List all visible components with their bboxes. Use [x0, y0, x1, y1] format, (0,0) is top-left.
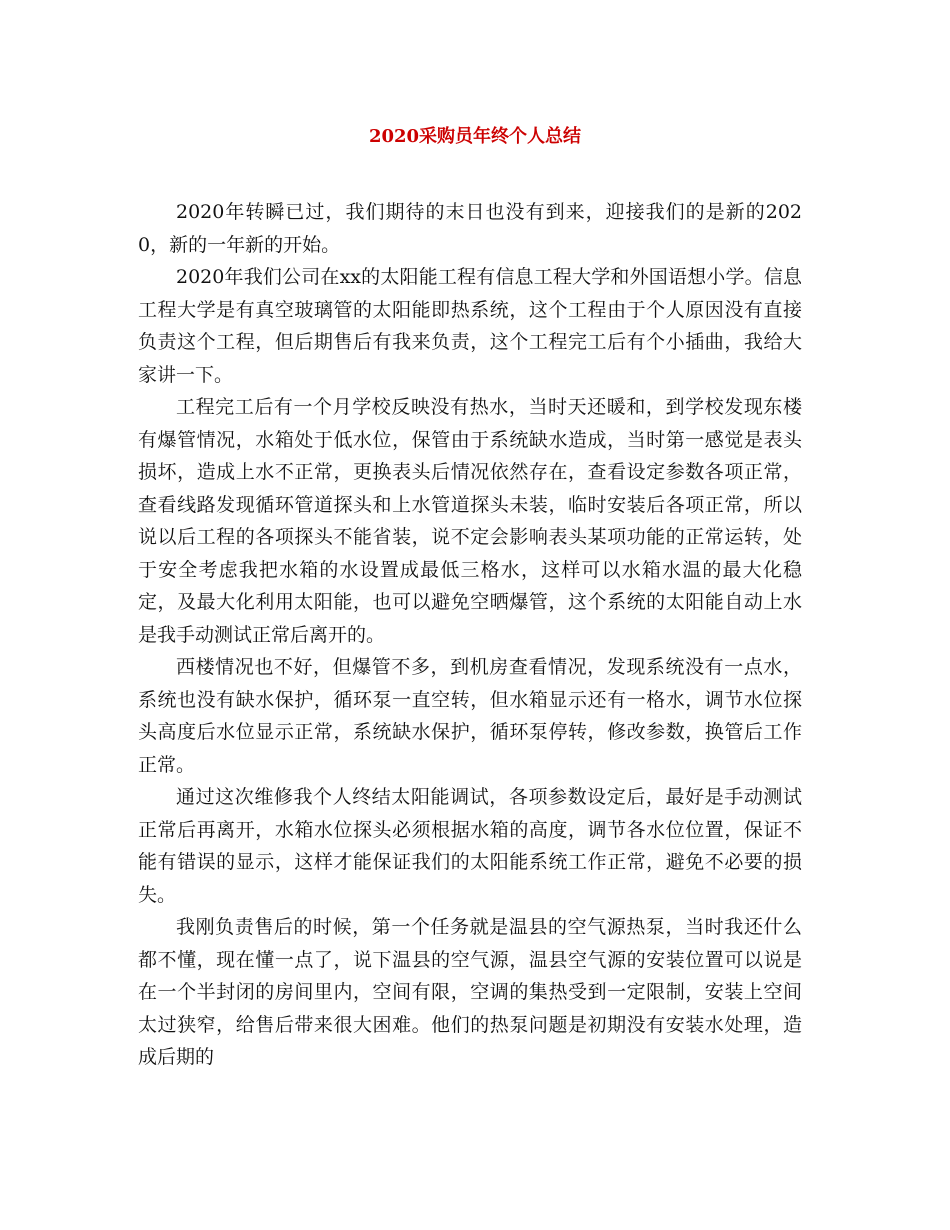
document-body: [138, 196, 802, 1074]
paragraph: 我刚负责售后的时候，第一个任务就是温县的空气源热泵，当时我还什么都不懂，现在懂一点了，说下温县的空气源，温县空气源的安装位置可以说是在一个半封闭的房间里内，空间有限，空调的集热受到一定限制，安装上空间太过狭窄，给售后带来很大困难。他们的热泵问题是初期没有安装水处理，造成后期的: [138, 916, 802, 1068]
paragraph: 通过这次维修我个人终结太阳能调试，各项参数设定后，最好是手动测试正常后再离开，水箱水位探头必须根据水箱的高度，调节各水位位置，保证不能有错误的显示，这样才能保证我们的太阳能系统工作正常，避免不必要的损失。: [138, 786, 802, 906]
paragraph: 西楼情况也不好，但爆管不多，到机房查看情况，发现系统没有一点水，系统也没有缺水保护，循环泵一直空转，但水箱显示还有一格水，调节水位探头高度后水位显示正常，系统缺水保护，循环泵停转，修改参数，换管后工作正常。: [138, 656, 802, 776]
paragraph: 2020年转瞬已过，我们期待的末日也没有到来，迎接我们的是新的2020，新的一年新的开始。: [138, 201, 802, 256]
paragraph: 工程完工后有一个月学校反映没有热水，当时天还暖和，到学校发现东楼有爆管情况，水箱处于低水位，保管由于系统缺水造成，当时第一感觉是表头损坏，造成上水不正常，更换表头后情况依然存在，查看设定参数各项正常，查看线路发现循环管道探头和上水管道探头未装，临时安装后各项正常，所以说以后工程的各项探头不能省装，说不定会影响表头某项功能的正常运转，处于安全考虑我把水箱的水设置成最低三格水，这样可以水箱水温的最大化稳定，及最大化利用太阳能，也可以避免空晒爆管，这个系统的太阳能自动上水是我手动测试正常后离开的。: [138, 396, 802, 646]
document-title: 2020采购员年终个人总结: [368, 126, 582, 147]
paragraph: 2020年我们公司在xx的太阳能工程有信息工程大学和外国语想小学。信息工程大学是有真空玻璃管的太阳能即热系统，这个工程由于个人原因没有直接负责这个工程，但后期售后有我来负责，这个工程完工后有个小插曲，我给大家讲一下。: [138, 266, 802, 386]
